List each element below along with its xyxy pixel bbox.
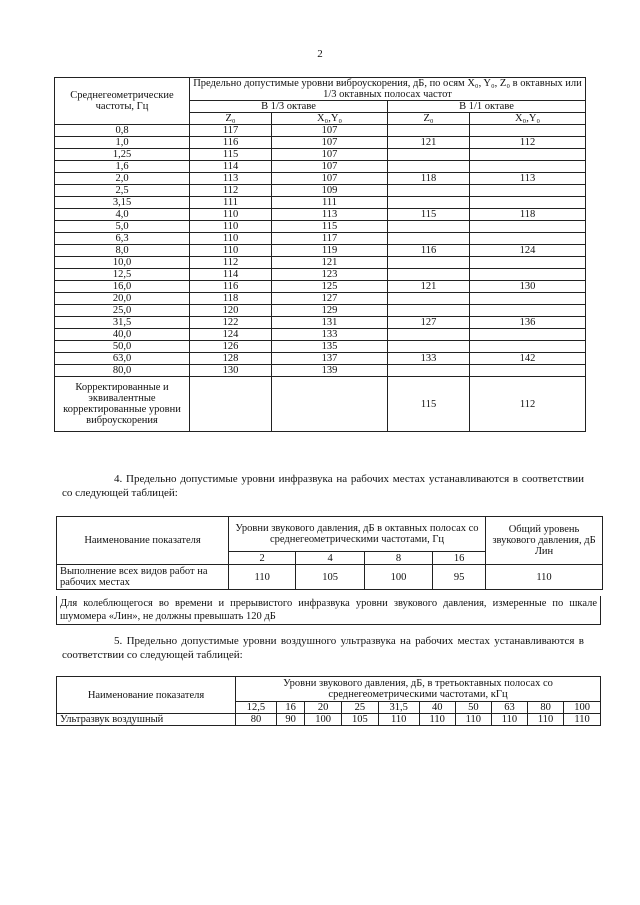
row-z-third: 112: [190, 185, 272, 197]
ultra-freq-cell: 31,5: [378, 702, 419, 714]
row-freq: 10,0: [55, 257, 190, 269]
ultra-value-cell: 105: [341, 714, 378, 726]
row-z-octave: [387, 233, 469, 245]
row-xy-third: 107: [272, 125, 388, 137]
row-z-third: 110: [190, 209, 272, 221]
page-number: 2: [317, 48, 323, 60]
row-z-third: 115: [190, 149, 272, 161]
ultra-freq-cell: 80: [528, 702, 564, 714]
ultra-freq-cell: 40: [419, 702, 455, 714]
ultra-value-cell: 110: [455, 714, 491, 726]
row-xy-octave: [470, 233, 586, 245]
row-xy-third: 119: [272, 245, 388, 257]
row-xy-octave: [470, 125, 586, 137]
row-z-third: 124: [190, 329, 272, 341]
ultra-value-cell: 110: [419, 714, 455, 726]
row-z-third: 114: [190, 161, 272, 173]
row-xy-third: 129: [272, 305, 388, 317]
row-xy-octave: [470, 269, 586, 281]
vibration-row: [55, 341, 586, 353]
vibration-row: [55, 197, 586, 209]
infra-value-row: [57, 565, 603, 590]
row-z-octave: 121: [387, 281, 469, 293]
row-freq: 16,0: [55, 281, 190, 293]
row-xy-octave: 142: [470, 353, 586, 365]
row-xy-third: 123: [272, 269, 388, 281]
row-z-third: 110: [190, 221, 272, 233]
paragraph-4: 4. Предельно допустимые уровни инфразвука на рабочих местах устанавливаются в соответствии со следующей таблицей:: [62, 473, 584, 499]
infrasound-table: [56, 516, 603, 590]
row-z-third: 114: [190, 269, 272, 281]
row-z-octave: 133: [387, 353, 469, 365]
vibration-rows: [55, 125, 586, 377]
ultra-name-header: Наименование показателя: [57, 677, 236, 714]
row-z-octave: [387, 221, 469, 233]
infra-total-value: 110: [486, 565, 603, 590]
ultra-freq-cell: 25: [341, 702, 378, 714]
row-freq: 1,0: [55, 137, 190, 149]
row-xy-third: 137: [272, 353, 388, 365]
row-freq: 1,25: [55, 149, 190, 161]
vibration-row: [55, 173, 586, 185]
row-z-third: 130: [190, 365, 272, 377]
row-z-third: 110: [190, 233, 272, 245]
vibration-row: [55, 305, 586, 317]
row-z-third: 111: [190, 197, 272, 209]
row-freq: 6,3: [55, 233, 190, 245]
row-xy-octave: [470, 329, 586, 341]
corrected-z-octave: 115: [387, 377, 469, 432]
ultra-freq-cell: 20: [305, 702, 342, 714]
row-xy-octave: 112: [470, 137, 586, 149]
row-z-octave: 127: [387, 317, 469, 329]
ultra-value-row: [57, 714, 601, 726]
row-z-third: 116: [190, 281, 272, 293]
row-xy-octave: [470, 161, 586, 173]
vibration-row: [55, 257, 586, 269]
ultra-value-cell: 90: [276, 714, 304, 726]
infra-row-label: Выполнение всех видов работ на рабочих местах: [57, 565, 229, 590]
row-z-third: 120: [190, 305, 272, 317]
ultra-freq-cell: 63: [491, 702, 527, 714]
row-xy-octave: 124: [470, 245, 586, 257]
row-xy-octave: [470, 257, 586, 269]
row-xy-third: 131: [272, 317, 388, 329]
row-freq: 8,0: [55, 245, 190, 257]
row-freq: 12,5: [55, 269, 190, 281]
row-freq: 31,5: [55, 317, 190, 329]
row-xy-third: 121: [272, 257, 388, 269]
row-xy-third: 111: [272, 197, 388, 209]
vibration-row: [55, 161, 586, 173]
row-z-third: 112: [190, 257, 272, 269]
vibration-row: [55, 317, 586, 329]
row-xy-third: 107: [272, 161, 388, 173]
row-z-octave: [387, 125, 469, 137]
vibration-row: [55, 293, 586, 305]
vibration-row: [55, 233, 586, 245]
vibration-row: [55, 209, 586, 221]
row-xy-octave: [470, 149, 586, 161]
row-xy-octave: 130: [470, 281, 586, 293]
vibration-row: [55, 125, 586, 137]
row-xy-third: 109: [272, 185, 388, 197]
row-z-octave: [387, 269, 469, 281]
ultra-freq-cell: 12,5: [236, 702, 277, 714]
vibration-row: [55, 221, 586, 233]
row-xy-octave: 136: [470, 317, 586, 329]
row-z-octave: [387, 305, 469, 317]
third-octave-header: В 1/3 октаве: [190, 101, 388, 113]
infra-freq-cell: 16: [433, 552, 486, 565]
row-xy-third: 139: [272, 365, 388, 377]
ultra-value-cell: 80: [236, 714, 277, 726]
row-xy-third: 133: [272, 329, 388, 341]
corrected-xy-octave: 112: [470, 377, 586, 432]
row-xy-third: 107: [272, 173, 388, 185]
row-freq: 40,0: [55, 329, 190, 341]
vibration-row: [55, 149, 586, 161]
infra-freq-cell: 2: [229, 552, 296, 565]
row-z-third: 118: [190, 293, 272, 305]
infra-value-cell: 110: [229, 565, 296, 590]
row-z-octave: [387, 293, 469, 305]
freq-header: Среднегеометрические частоты, Гц: [55, 78, 190, 125]
corrected-xy-third: [272, 377, 388, 432]
row-freq: 50,0: [55, 341, 190, 353]
row-z-octave: 121: [387, 137, 469, 149]
corrected-z-third: [190, 377, 272, 432]
row-z-third: 128: [190, 353, 272, 365]
ultra-value-cell: 110: [528, 714, 564, 726]
row-xy-octave: [470, 305, 586, 317]
row-xy-third: 117: [272, 233, 388, 245]
row-z-octave: 118: [387, 173, 469, 185]
row-freq: 0,8: [55, 125, 190, 137]
row-freq: 80,0: [55, 365, 190, 377]
ultra-row-label: Ультразвук воздушный: [57, 714, 236, 726]
row-xy-octave: 118: [470, 209, 586, 221]
vibration-row: [55, 269, 586, 281]
ultra-freq-cell: 16: [276, 702, 304, 714]
vibration-row: [55, 137, 586, 149]
row-z-third: 122: [190, 317, 272, 329]
full-octave-header: В 1/1 октаве: [387, 101, 585, 113]
row-xy-octave: [470, 197, 586, 209]
row-z-octave: 115: [387, 209, 469, 221]
row-freq: 2,5: [55, 185, 190, 197]
row-z-third: 116: [190, 137, 272, 149]
row-z-octave: [387, 341, 469, 353]
row-z-octave: 116: [387, 245, 469, 257]
row-xy-third: 113: [272, 209, 388, 221]
row-xy-third: 107: [272, 149, 388, 161]
paragraph-5: 5. Предельно допустимые уровни воздушного ультразвука на рабочих местах устанавливаются в соответствии со следующей таблицей:: [62, 635, 584, 661]
ultra-levels-header: Уровни звукового давления, дБ, в третьоктавных полосах со среднегеометрическими частотами, кГц: [236, 677, 601, 702]
row-xy-third: 127: [272, 293, 388, 305]
row-freq: 2,0: [55, 173, 190, 185]
vibration-row: [55, 365, 586, 377]
row-z-third: 110: [190, 245, 272, 257]
row-xy-octave: [470, 341, 586, 353]
infra-freq-cell: 8: [364, 552, 432, 565]
row-xy-octave: [470, 293, 586, 305]
infra-note: Для колеблющегося во времени и прерывистого инфразвука уровни звукового давления, измеренные по шкале шумомера «Лин», не должны превышать 120 дБ: [56, 596, 601, 625]
row-xy-third: 115: [272, 221, 388, 233]
ultra-freq-cell: 100: [564, 702, 601, 714]
row-z-octave: [387, 197, 469, 209]
ultra-freq-cell: 50: [455, 702, 491, 714]
xy-col-header: X₀,Y₀: [272, 113, 388, 125]
row-xy-octave: [470, 221, 586, 233]
oct-z-col-header: Z₀: [387, 113, 469, 125]
ultra-value-cell: 110: [564, 714, 601, 726]
vibration-row: [55, 245, 586, 257]
infra-value-cell: 105: [296, 565, 364, 590]
vibration-row: [55, 353, 586, 365]
row-z-third: 117: [190, 125, 272, 137]
row-freq: 3,15: [55, 197, 190, 209]
row-freq: 5,0: [55, 221, 190, 233]
row-xy-third: 107: [272, 137, 388, 149]
row-z-octave: [387, 365, 469, 377]
row-xy-octave: [470, 185, 586, 197]
infra-value-cell: 95: [433, 565, 486, 590]
row-z-octave: [387, 161, 469, 173]
row-z-third: 113: [190, 173, 272, 185]
corrected-label: Корректированные и эквивалентные корректированные уровни виброускорения: [55, 377, 190, 432]
row-freq: 25,0: [55, 305, 190, 317]
vibration-row: [55, 281, 586, 293]
infra-total-header: Общий уровень звукового давления, дБ Лин: [486, 517, 603, 565]
infra-value-cell: 100: [364, 565, 432, 590]
vibration-row: [55, 329, 586, 341]
row-xy-octave: 113: [470, 173, 586, 185]
row-z-third: 126: [190, 341, 272, 353]
row-xy-third: 125: [272, 281, 388, 293]
vibration-row: [55, 185, 586, 197]
infra-levels-header: Уровни звукового давления, дБ в октавных полосах со среднегеометрическими частотами, Гц: [229, 517, 486, 552]
vibration-main-header: Предельно допустимые уровни виброускорения, дБ, по осям X₀, Y₀, Z₀ в октавных или 1/3 октавных полосах частот: [190, 78, 586, 101]
ultra-value-cell: 110: [378, 714, 419, 726]
oct-xy-col-header: X₀,Y₀: [470, 113, 586, 125]
row-xy-octave: [470, 365, 586, 377]
infra-name-header: Наименование показателя: [57, 517, 229, 565]
ultra-value-cell: 100: [305, 714, 342, 726]
ultra-value-cell: 110: [491, 714, 527, 726]
row-freq: 4,0: [55, 209, 190, 221]
row-freq: 63,0: [55, 353, 190, 365]
z-col-header: Z₀: [190, 113, 272, 125]
row-z-octave: [387, 185, 469, 197]
infra-freq-cell: 4: [296, 552, 364, 565]
row-z-octave: [387, 329, 469, 341]
row-z-octave: [387, 257, 469, 269]
row-freq: 20,0: [55, 293, 190, 305]
row-z-octave: [387, 149, 469, 161]
ultrasound-table: [56, 676, 601, 726]
vibration-table: [54, 77, 586, 432]
row-freq: 1,6: [55, 161, 190, 173]
row-xy-third: 135: [272, 341, 388, 353]
